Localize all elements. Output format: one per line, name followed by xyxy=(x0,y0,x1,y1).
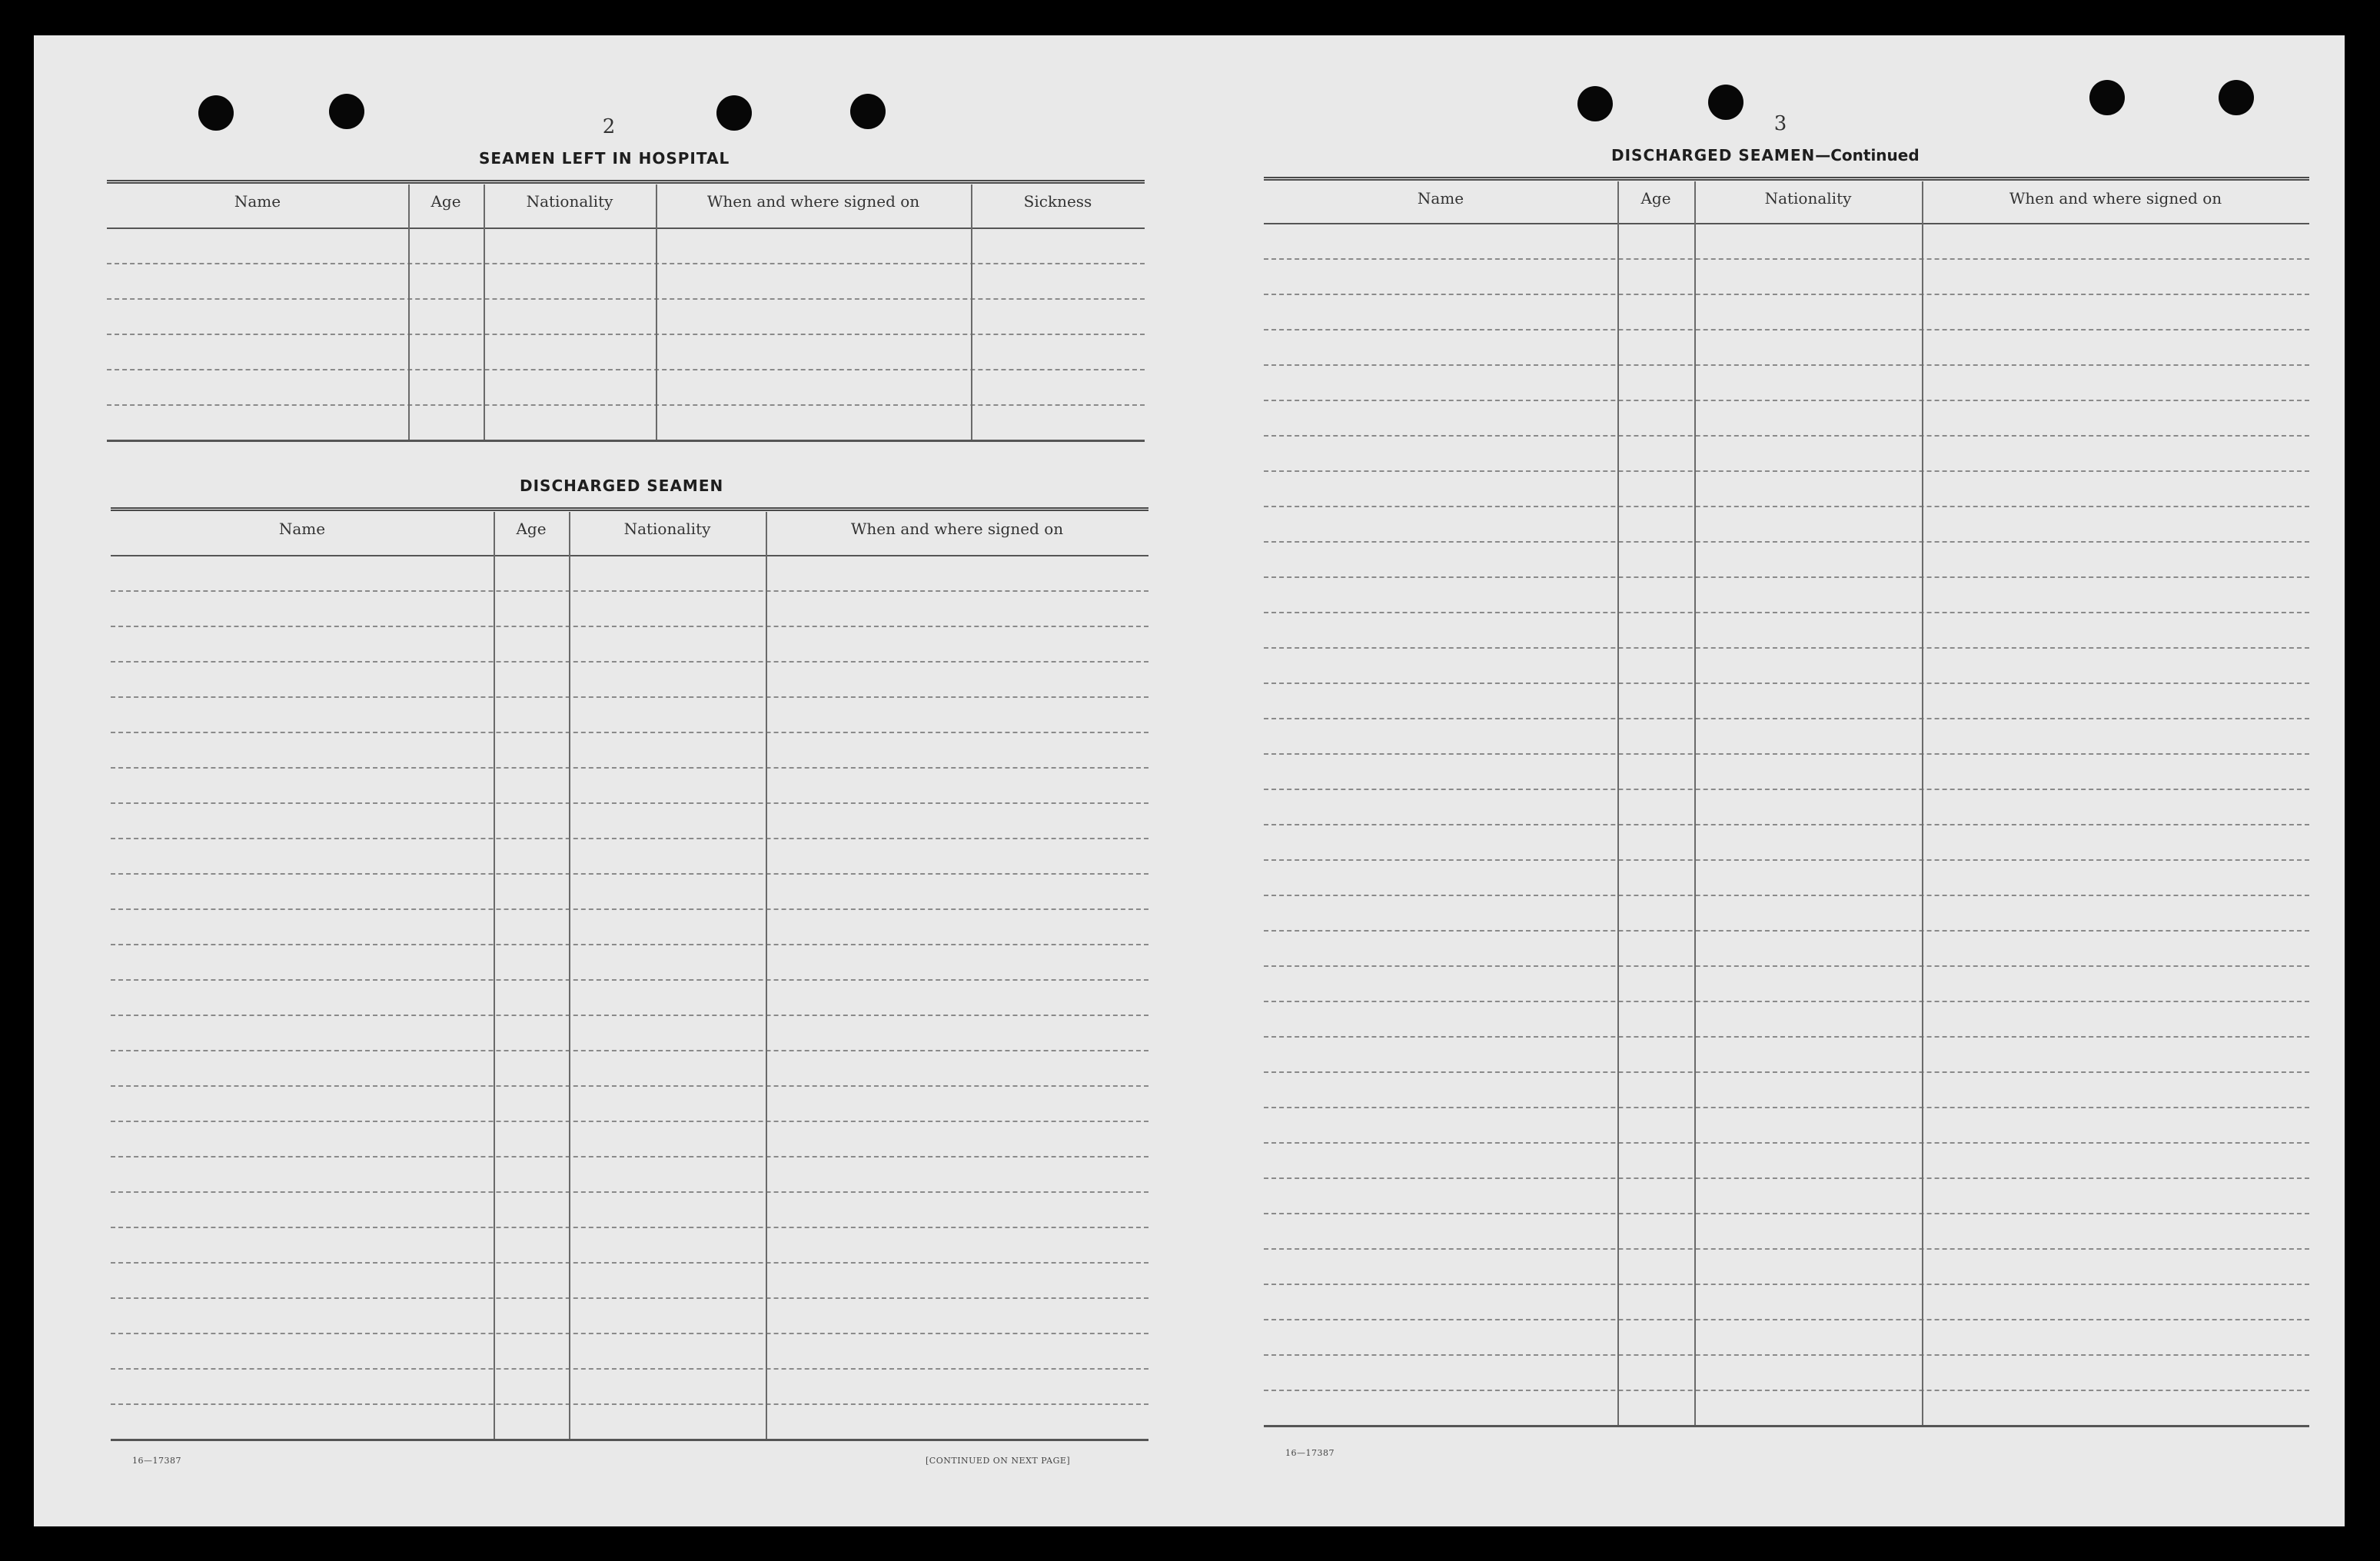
table-row-rule xyxy=(1264,541,2309,543)
table-row-rule xyxy=(111,802,1148,804)
table-top-rule xyxy=(111,507,1148,511)
table-row-rule xyxy=(1264,965,2309,967)
column-header: Age xyxy=(516,520,547,538)
column-header: When and where signed on xyxy=(706,192,920,211)
form-number-left: 16—17387 xyxy=(132,1456,181,1466)
table-row-rule xyxy=(1264,506,2309,507)
hospital-table xyxy=(107,180,1145,490)
table-row-rule xyxy=(111,944,1148,945)
table-row-rule xyxy=(111,1368,1148,1370)
column-header: Age xyxy=(430,192,461,211)
column-header: When and where signed on xyxy=(850,520,1064,538)
column-divider xyxy=(569,512,570,1439)
punch-hole xyxy=(1708,85,1743,120)
table-row-rule xyxy=(1264,1319,2309,1320)
table-row-rule xyxy=(1264,1213,2309,1214)
column-divider xyxy=(1922,181,1923,1425)
table-bottom-rule xyxy=(1264,1425,2309,1427)
document-sheet xyxy=(34,35,2345,1526)
column-divider xyxy=(1617,181,1619,1425)
table-row-rule xyxy=(1264,576,2309,578)
table-row-rule xyxy=(1264,753,2309,755)
table-row-rule xyxy=(1264,1036,2309,1038)
table-row-rule xyxy=(111,1333,1148,1334)
continued-note: [CONTINUED ON NEXT PAGE] xyxy=(926,1456,1071,1466)
punch-hole xyxy=(198,95,234,131)
table-top-rule xyxy=(1264,177,2309,181)
table-row-rule xyxy=(1264,1354,2309,1356)
table-row-rule xyxy=(111,1262,1148,1264)
table-row-rule xyxy=(1264,435,2309,437)
punch-hole xyxy=(1577,86,1613,121)
punch-hole xyxy=(2089,80,2125,115)
table-row-rule xyxy=(111,590,1148,592)
table-row-rule xyxy=(1264,1177,2309,1179)
column-header: Nationality xyxy=(623,520,711,538)
table-row-rule xyxy=(111,838,1148,839)
punch-hole xyxy=(2219,80,2254,115)
column-divider xyxy=(971,184,972,440)
discharged-continued-title-text: DISCHARGED SEAMEN xyxy=(1611,146,1816,164)
column-divider xyxy=(766,512,767,1439)
table-row-rule xyxy=(107,298,1145,300)
table-row-rule xyxy=(1264,329,2309,330)
table-row-rule xyxy=(1264,1284,2309,1285)
header-bottom-rule xyxy=(111,555,1148,556)
discharged-continued-table xyxy=(1264,177,2309,1437)
table-row-rule xyxy=(111,696,1148,698)
table-row-rule xyxy=(111,661,1148,663)
table-row-rule xyxy=(107,263,1145,264)
column-header: Name xyxy=(234,192,281,211)
table-row-rule xyxy=(1264,294,2309,295)
punch-hole xyxy=(850,94,886,129)
column-divider xyxy=(494,512,495,1439)
column-header: Name xyxy=(1417,189,1464,208)
column-header: Age xyxy=(1640,189,1671,208)
column-divider xyxy=(484,184,485,440)
table-row-rule xyxy=(1264,612,2309,613)
table-row-rule xyxy=(111,1227,1148,1228)
table-row-rule xyxy=(1264,718,2309,719)
table-row-rule xyxy=(1264,400,2309,401)
table-row-rule xyxy=(1264,1142,2309,1144)
table-row-rule xyxy=(1264,364,2309,366)
column-divider xyxy=(656,184,657,440)
column-header: Sickness xyxy=(1023,192,1092,211)
punch-hole xyxy=(716,95,752,131)
discharged-section-title: DISCHARGED SEAMEN xyxy=(520,477,724,495)
form-number-right: 16—17387 xyxy=(1285,1448,1335,1458)
header-bottom-rule xyxy=(107,228,1145,229)
column-header: Nationality xyxy=(526,192,613,211)
table-row-rule xyxy=(111,767,1148,769)
table-row-rule xyxy=(111,908,1148,910)
table-row-rule xyxy=(1264,1071,2309,1073)
table-row-rule xyxy=(1264,789,2309,790)
table-row-rule xyxy=(1264,258,2309,260)
table-row-rule xyxy=(1264,1001,2309,1002)
table-row-rule xyxy=(111,732,1148,733)
hospital-section-title: SEAMEN LEFT IN HOSPITAL xyxy=(479,149,730,168)
punch-hole xyxy=(329,94,364,129)
table-row-rule xyxy=(111,873,1148,875)
table-row-rule xyxy=(1264,824,2309,825)
discharged-continued-title xyxy=(1611,146,1920,164)
column-header: When and where signed on xyxy=(2009,189,2222,208)
page-number-right: 3 xyxy=(1773,112,1787,135)
table-row-rule xyxy=(1264,895,2309,896)
table-row-rule xyxy=(1264,647,2309,649)
table-row-rule xyxy=(111,1015,1148,1016)
table-row-rule xyxy=(107,404,1145,406)
table-row-rule xyxy=(1264,859,2309,861)
table-row-rule xyxy=(1264,930,2309,932)
continued-suffix: —Continued xyxy=(1815,146,1920,164)
table-row-rule xyxy=(111,1121,1148,1122)
discharged-table xyxy=(111,507,1148,1450)
table-bottom-rule xyxy=(107,440,1145,442)
table-row-rule xyxy=(111,1050,1148,1051)
table-row-rule xyxy=(111,626,1148,627)
header-bottom-rule xyxy=(1264,223,2309,224)
table-row-rule xyxy=(111,979,1148,981)
column-divider xyxy=(408,184,410,440)
table-row-rule xyxy=(111,1297,1148,1299)
table-row-rule xyxy=(1264,1248,2309,1250)
column-header: Name xyxy=(278,520,326,538)
table-row-rule xyxy=(111,1085,1148,1087)
table-bottom-rule xyxy=(111,1439,1148,1441)
table-top-rule xyxy=(107,180,1145,184)
column-header: Nationality xyxy=(1764,189,1852,208)
table-row-rule xyxy=(111,1403,1148,1405)
table-row-rule xyxy=(107,334,1145,335)
page-number-left: 2 xyxy=(602,115,616,138)
table-row-rule xyxy=(1264,470,2309,472)
table-row-rule xyxy=(1264,683,2309,684)
column-divider xyxy=(1694,181,1696,1425)
table-row-rule xyxy=(111,1191,1148,1193)
table-row-rule xyxy=(1264,1390,2309,1391)
table-row-rule xyxy=(1264,1107,2309,1108)
table-row-rule xyxy=(107,369,1145,370)
table-row-rule xyxy=(111,1156,1148,1157)
